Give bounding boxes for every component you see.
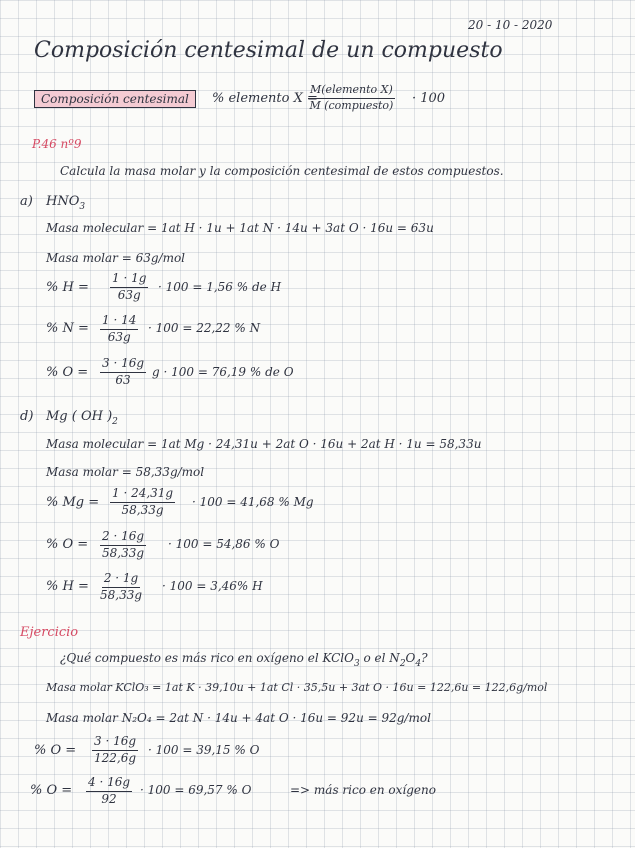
part-a-masa-molecular: Masa molecular = 1at H · 1u + 1at N · 14u + 3at O · 16u = 63u (46, 221, 434, 235)
ejercicio-masa-kclo3: Masa molar KClO₃ = 1at K · 39,10u + 1at Cl · 35,5u + 3at O · 16u = 122,6u = 122,6g/mol (46, 681, 548, 694)
part-d-pct-o-lhs: % O = (46, 537, 89, 552)
part-d-pct-mg-lhs: % Mg = (46, 495, 100, 510)
page-title: Composición centesimal de un compuesto (34, 38, 503, 63)
part-a-pct-n-fraction: $\frac{1 \cdot 14}{63g}$ (102, 313, 137, 344)
part-a-pct-o-result: g · 100 = 76,19 % de O (152, 365, 294, 379)
formula-fraction (308, 84, 395, 112)
ejercicio-pct2-result: · 100 = 69,57 % O (140, 783, 252, 797)
definition-box-label: Composición centesimal (34, 90, 196, 108)
date: 20 - 10 - 2020 (468, 18, 553, 32)
part-a-pct-n-result: · 100 = 22,22 % N (148, 321, 261, 335)
formula-right: · 100 (412, 91, 446, 106)
part-d-pct-h-result: · 100 = 3,46% H (162, 579, 263, 593)
part-d-pct-mg-fraction: $\frac{1 \cdot 24,31g}{58,33g}$ (112, 486, 174, 517)
part-d-pct-h-fraction: $\frac{2 \cdot 1g}{58,33g}$ (100, 571, 143, 602)
page-reference: P.46 nº9 (32, 137, 82, 151)
ejercicio-heading: Ejercicio (20, 625, 79, 640)
part-a-pct-h-lhs: % H = (46, 280, 89, 295)
part-a-pct-h-fraction: $\frac{1 \cdot 1g}{63g}$ (112, 271, 147, 302)
ejercicio-pct1-lhs: % O = (34, 743, 77, 758)
part-a-pct-o-lhs: % O = (46, 365, 89, 380)
part-a-pct-h-result: · 100 = 1,56 % de H (158, 280, 282, 294)
part-d-label: d) (20, 409, 34, 424)
ejercicio-pct1-result: · 100 = 39,15 % O (148, 743, 260, 757)
part-d-masa-molecular: Masa molecular = 1at Mg · 24,31u + 2at O · 16u + 2at H · 1u = 58,33u (46, 437, 482, 451)
part-d-pct-o-fraction: $\frac{2 \cdot 16g}{58,33g}$ (101, 529, 145, 560)
part-a-pct-n-lhs: % N = (46, 321, 89, 336)
ejercicio-pct2-lhs: % O = (30, 783, 73, 798)
ejercicio-masa-n2o4: Masa molar N₂O₄ = 2at N · 14u + 4at O · 16u = 92u = 92g/mol (46, 711, 431, 725)
part-d-compound: Mg ( OH )$_2$ (46, 409, 118, 427)
part-a-masa-molar: Masa molar = 63g/mol (46, 251, 186, 265)
formula-left: % elemento X = (212, 91, 318, 106)
part-d-pct-o-result: · 100 = 54,86 % O (168, 537, 280, 551)
ejercicio-pct1-fraction: $\frac{3 \cdot 16g}{122,6g}$ (93, 734, 137, 765)
part-a-label: a) (20, 194, 33, 209)
instruction-text: Calcula la masa molar y la composición centesimal de estos compuestos. (60, 164, 504, 178)
ejercicio-question: ¿Qué compuesto es más rico en oxígeno el KClO$_3$ o el $N_2O_4$? (60, 651, 428, 669)
ejercicio-conclusion: => más rico en oxígeno (290, 783, 436, 797)
formula-denominator: M (compuesto) (309, 98, 394, 112)
part-a-pct-o-fraction: $\frac{3 \cdot 16g}{63}$ (102, 356, 145, 387)
ejercicio-pct2-fraction: $\frac{4 \cdot 16g}{92}$ (88, 775, 131, 806)
part-d-pct-h-lhs: % H = (46, 579, 89, 594)
part-d-masa-molar: Masa molar = 58,33g/mol (46, 465, 205, 479)
part-d-pct-mg-result: · 100 = 41,68 % Mg (192, 495, 314, 509)
formula-numerator: M(elemento X) (308, 84, 395, 99)
part-a-compound: $HNO_3$ (46, 194, 86, 212)
